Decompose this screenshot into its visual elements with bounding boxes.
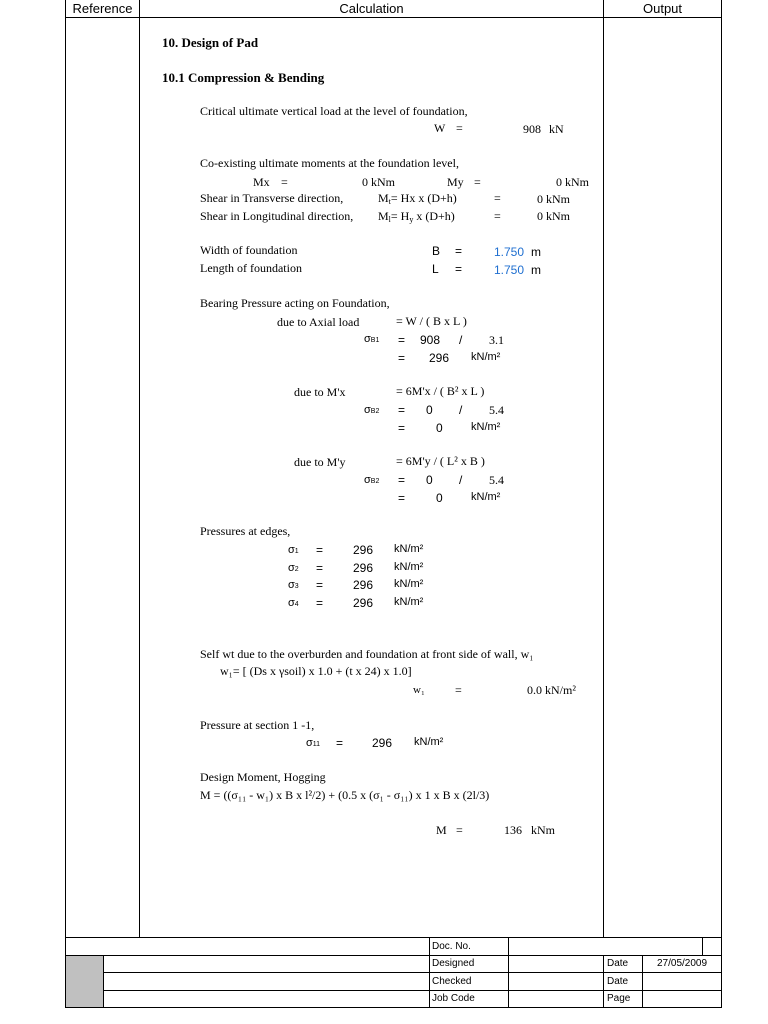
section11-description: Pressure at section 1 -1, <box>200 718 315 732</box>
axial-formula: = W / ( B x L ) <box>396 314 467 328</box>
length-unit: m <box>531 263 541 277</box>
section11-sigma-sub: 11 <box>312 741 321 748</box>
mx-label: Mx <box>253 175 270 189</box>
mx-numerator: 0 <box>426 403 433 417</box>
length-label: Length of foundation <box>200 261 302 275</box>
section11-equals: = <box>336 736 344 750</box>
edge-value-2: 296 <box>353 561 374 575</box>
section-subtitle: 10.1 Compression & Bending <box>162 70 325 85</box>
shear-transverse-formula <box>378 191 457 206</box>
axial-label: due to Axial load <box>277 315 360 329</box>
selfwt-description: Self wt due to the overburden and foundation at front side of wall, w₁ <box>200 647 534 661</box>
edge-sigma-1 <box>288 544 299 556</box>
frame-right-line <box>721 0 722 1008</box>
edge-sigma-4-sub: 4 <box>294 601 299 608</box>
mx-sigma <box>364 404 379 416</box>
bearing-description: Bearing Pressure acting on Foundation, <box>200 296 390 310</box>
axial-unit: kN/m² <box>471 351 501 363</box>
shear-longitudinal-formula-b: = H <box>390 209 410 223</box>
section11-sigma-sym: σ <box>306 737 313 749</box>
edge-sigma-3 <box>288 579 299 591</box>
moment-equals: = <box>456 823 463 837</box>
edge-unit-1: kN/m² <box>394 543 424 555</box>
footer-doc-no: Doc. No. <box>432 941 471 952</box>
edge-value-3: 296 <box>353 578 374 592</box>
axial-sigma-sym: σ <box>364 333 371 345</box>
header-calculation: Calculation <box>339 1 404 16</box>
width-equals: = <box>455 244 463 258</box>
footer-vline-date <box>603 955 604 1007</box>
length-value: 1.750 <box>494 263 525 277</box>
my-label: My <box>447 175 464 189</box>
shear-longitudinal-label: Shear in Longitudinal direction, <box>200 209 354 223</box>
load-symbol: W <box>434 121 446 135</box>
axial-numerator: 908 <box>420 333 441 347</box>
header-output: Output <box>642 1 683 16</box>
shear-longitudinal-formula-a: M <box>378 209 389 223</box>
my-value: 0 kNm <box>556 175 589 189</box>
footer-bottom-line <box>65 1007 722 1008</box>
footer-date-1-value: 27/05/2009 <box>657 958 708 969</box>
my-sigma-sub: B2 <box>370 478 380 485</box>
length-equals: = <box>455 262 463 276</box>
moment-symbol: M <box>436 823 447 837</box>
shear-longitudinal-equals: = <box>494 209 501 223</box>
moment-value: 136 <box>504 823 522 837</box>
section11-unit: kN/m² <box>414 736 444 748</box>
mx-value: 0 kNm <box>362 175 395 189</box>
load-value: 908 <box>523 122 541 136</box>
edge-sigma-4 <box>288 597 299 609</box>
mx-sigma-sub: B2 <box>370 408 380 415</box>
mx-bearing-formula: = 6M'x / ( B² x L ) <box>396 384 485 398</box>
mx-denominator: 5.4 <box>489 403 504 417</box>
footer-top-line <box>65 937 722 938</box>
shear-transverse-formula-a: M <box>378 191 389 205</box>
mx-bearing-label: due to M'x <box>294 385 346 399</box>
axial-eq1: = <box>398 333 406 347</box>
my-unit: kN/m² <box>471 491 501 503</box>
my-equals: = <box>474 175 481 189</box>
axial-sigma-sub: B1 <box>370 337 380 344</box>
axial-denominator: 3.1 <box>489 333 504 347</box>
header-bottom-line <box>65 17 722 18</box>
section11-sigma <box>306 737 320 749</box>
section-title: 10. Design of Pad <box>162 35 259 50</box>
mx-equals: = <box>281 175 288 189</box>
footer-logo-box <box>66 956 103 1007</box>
shear-longitudinal-formula-c: x (D+h) <box>413 209 455 223</box>
my-numerator: 0 <box>426 473 433 487</box>
moment-formula: M = ((σ₁₁ - w₁) x B x l²/2) + (0.5 x (σ₁ - σ₁₁) x 1 x B x (2l/3) <box>200 788 490 802</box>
width-symbol: B <box>432 244 441 258</box>
edge-sigma-1-sub: 1 <box>294 548 299 555</box>
mx-result: 0 <box>436 421 443 435</box>
axial-result: 296 <box>429 351 450 365</box>
my-sigma <box>364 474 379 486</box>
edge-sigma-2-sym: σ <box>288 562 295 574</box>
moment-description: Design Moment, Hogging <box>200 770 326 784</box>
axial-sigma <box>364 333 379 345</box>
footer-vline-logo <box>103 955 104 1007</box>
mx-unit: kN/m² <box>471 421 501 433</box>
my-bearing-formula: = 6M'y / ( L² x B ) <box>396 454 485 468</box>
shear-transverse-label: Shear in Transverse direction, <box>200 191 344 205</box>
footer-vline-value <box>508 937 509 1007</box>
footer-line-4 <box>103 990 722 991</box>
reference-divider <box>139 0 140 938</box>
selfwt-formula: w₁= [ (Ds x γsoil) x 1.0 + (t x 24) x 1.0] <box>220 664 412 678</box>
section11-value: 296 <box>372 736 393 750</box>
edge-value-1: 296 <box>353 543 374 557</box>
footer-date-1: Date <box>607 958 629 969</box>
my-divider: / <box>459 473 463 487</box>
footer-checked: Checked <box>432 976 472 987</box>
mx-eq2: = <box>398 421 406 435</box>
selfwt-value: 0.0 kN/m² <box>527 683 576 697</box>
width-value: 1.750 <box>494 245 525 259</box>
selfwt-symbol: w₁ <box>413 684 425 696</box>
edge-sigma-2-sub: 2 <box>294 566 299 573</box>
edge-sigma-4-sym: σ <box>288 597 295 609</box>
axial-divider: / <box>459 333 463 347</box>
edge-sigma-3-sym: σ <box>288 579 295 591</box>
mx-eq1: = <box>398 403 406 417</box>
edge-eq-2: = <box>316 561 324 575</box>
edge-unit-4: kN/m² <box>394 596 424 608</box>
shear-longitudinal-formula <box>378 209 455 224</box>
my-eq2: = <box>398 491 406 505</box>
selfwt-equals: = <box>455 683 462 697</box>
edge-eq-3: = <box>316 578 324 592</box>
frame-left-line <box>65 0 66 1008</box>
shear-transverse-formula-sub: t <box>388 197 391 206</box>
edge-unit-3: kN/m² <box>394 578 424 590</box>
shear-longitudinal-value: 0 kNm <box>537 209 570 223</box>
my-result: 0 <box>436 491 443 505</box>
edges-description: Pressures at edges, <box>200 524 291 538</box>
shear-transverse-equals: = <box>494 191 501 205</box>
shear-transverse-value: 0 kNm <box>537 192 570 206</box>
edge-eq-4: = <box>316 596 324 610</box>
shear-longitudinal-formula-sub: l <box>388 215 391 224</box>
edge-sigma-3-sub: 3 <box>294 583 299 590</box>
footer-vline-datevalue <box>642 955 643 1007</box>
my-sigma-sym: σ <box>364 474 371 486</box>
footer-line-2 <box>65 955 722 956</box>
footer-designed: Designed <box>432 958 475 969</box>
load-description: Critical ultimate vertical load at the level of foundation, <box>200 104 468 118</box>
edge-value-4: 296 <box>353 596 374 610</box>
footer-vline-label <box>429 937 430 1007</box>
moments-description: Co-existing ultimate moments at the foundation level, <box>200 156 459 170</box>
load-equals: = <box>456 121 463 135</box>
output-divider <box>603 0 604 938</box>
header-reference: Reference <box>72 1 133 16</box>
load-unit: kN <box>549 122 564 136</box>
length-symbol: L <box>432 262 439 276</box>
axial-eq2: = <box>398 351 406 365</box>
width-unit: m <box>531 245 541 259</box>
edge-sigma-2 <box>288 562 299 574</box>
my-bearing-label: due to M'y <box>294 455 346 469</box>
edge-sigma-1-sym: σ <box>288 544 295 556</box>
my-eq1: = <box>398 473 406 487</box>
my-denominator: 5.4 <box>489 473 504 487</box>
footer-date-2: Date <box>607 976 629 987</box>
edge-unit-2: kN/m² <box>394 561 424 573</box>
width-label: Width of foundation <box>200 243 298 257</box>
footer-job-code: Job Code <box>432 993 475 1004</box>
footer-line-3 <box>103 972 722 973</box>
footer-page: Page <box>607 993 631 1004</box>
edge-eq-1: = <box>316 543 324 557</box>
moment-unit: kNm <box>531 823 555 837</box>
footer-vline-small <box>702 937 703 955</box>
shear-transverse-formula-b: = Hx x (D+h) <box>390 191 457 205</box>
shear-longitudinal-formula-sub2: y <box>409 215 414 224</box>
mx-sigma-sym: σ <box>364 404 371 416</box>
mx-divider: / <box>459 403 463 417</box>
